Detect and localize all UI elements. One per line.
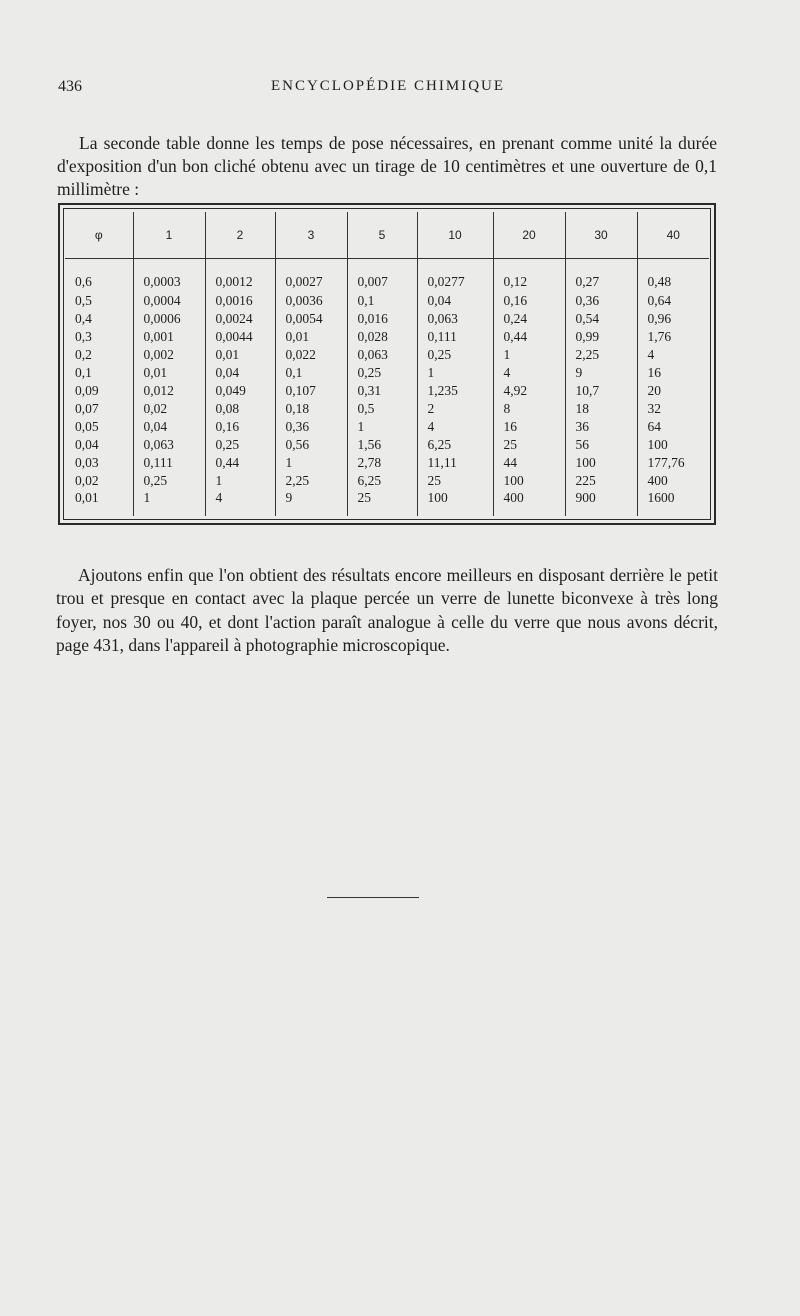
table-cell: 0,04 (205, 364, 275, 382)
table-cell: 0,1 (347, 292, 417, 310)
table-body (65, 259, 709, 517)
table-cell: 100 (565, 454, 637, 472)
table-cell: 1,56 (347, 436, 417, 454)
table-cell: 225 (565, 472, 637, 490)
table-cell: 0,0024 (205, 310, 275, 328)
column-header: 3 (275, 212, 347, 259)
table-cell: 0,18 (275, 400, 347, 418)
table-cell: 400 (647, 472, 668, 488)
column-header: 20 (493, 212, 565, 259)
table-header-row (65, 212, 709, 259)
table-cell: 400 (493, 489, 565, 516)
running-title: ENCYCLOPÉDIE CHIMIQUE (270, 78, 506, 94)
table-cell: 0,54 (565, 310, 637, 328)
table-cell: 0,44 (493, 328, 565, 346)
table-cell: 64 (647, 418, 661, 434)
table-cell: 6,25 (417, 436, 493, 454)
table-row (65, 364, 709, 382)
table-cell: 0,01 (133, 364, 205, 382)
closing-paragraph: Ajoutons enfin que l'on obtient des résultats encore meilleurs en disposant derrière le petit trou et presque en contact avec la plaque percée un verre de lunette biconvexe à très long foyer, nos 30 ou 40, et dont l'action paraît analogue à celle du verre que nous avons décrit, page 431, dans l'appareil à photographie microscopique. (56, 564, 718, 655)
table-cell: 0,01 (65, 489, 133, 516)
table-cell: 0,25 (417, 346, 493, 364)
table-cell: 4 (647, 346, 655, 362)
table-cell: 2,78 (347, 454, 417, 472)
table-cell: 900 (565, 489, 637, 516)
table-cell: 0,0006 (133, 310, 205, 328)
table-cell: 100 (493, 472, 565, 490)
table-cell: 0,111 (133, 454, 205, 472)
table-row (65, 489, 709, 516)
table-cell: 0,001 (133, 328, 205, 346)
table-cell: 1,76 (647, 328, 672, 344)
table-cell: 0,012 (133, 382, 205, 400)
table-cell: 0,25 (205, 436, 275, 454)
table-cell: 177,76 (647, 454, 685, 470)
table-cell: 0,64 (647, 292, 672, 308)
table-cell: 100 (647, 436, 668, 452)
table-cell: 0,107 (275, 382, 347, 400)
table-cell: 0,3 (65, 328, 133, 346)
table-cell: 0,56 (275, 436, 347, 454)
table-cell: 8 (493, 400, 565, 418)
table-cell: 0,007 (347, 259, 417, 292)
table-cell: 18 (565, 400, 637, 418)
table-cell: 0,99 (565, 328, 637, 346)
table-cell: 0,09 (65, 382, 133, 400)
table-cell: 1 (133, 489, 205, 516)
table-cell: 0,16 (493, 292, 565, 310)
table-row (65, 382, 709, 400)
table-cell: 100 (417, 489, 493, 516)
table-cell: 0,12 (493, 259, 565, 292)
table-cell: 0,96 (647, 310, 672, 326)
table-cell: 0,111 (417, 328, 493, 346)
table-cell: 0,5 (65, 292, 133, 310)
table-cell: 0,04 (65, 436, 133, 454)
table-cell: 11,11 (417, 454, 493, 472)
table-cell: 0,25 (133, 472, 205, 490)
column-header: 5 (347, 212, 417, 259)
table-cell: 0,01 (275, 328, 347, 346)
table-cell: 0,0003 (133, 259, 205, 292)
table-row (65, 454, 709, 472)
table-row (65, 400, 709, 418)
table-cell: 0,5 (347, 400, 417, 418)
column-header: 40 (637, 212, 709, 259)
table-cell: 0,02 (133, 400, 205, 418)
exposure-table (65, 212, 709, 516)
table-cell: 0,01 (205, 346, 275, 364)
table-cell: 0,022 (275, 346, 347, 364)
table-cell: 0,24 (493, 310, 565, 328)
table-cell: 16 (493, 418, 565, 436)
table-cell: 0,08 (205, 400, 275, 418)
table-cell: 0,0027 (275, 259, 347, 292)
table-cell: 0,25 (347, 364, 417, 382)
table-cell: 0,016 (347, 310, 417, 328)
table-cell: 0,04 (133, 418, 205, 436)
table-cell: 0,48 (647, 274, 672, 289)
table-row (65, 292, 709, 310)
table-cell: 0,27 (565, 259, 637, 292)
table-cell: 0,0012 (205, 259, 275, 292)
table-cell: 9 (565, 364, 637, 382)
table-cell: 25 (417, 472, 493, 490)
table-cell: 2,25 (275, 472, 347, 490)
table-cell: 0,31 (347, 382, 417, 400)
table-cell: 4 (493, 364, 565, 382)
table-cell: 1 (347, 418, 417, 436)
table-cell: 0,07 (65, 400, 133, 418)
table-cell: 4 (417, 418, 493, 436)
table-cell: 36 (565, 418, 637, 436)
column-header: 2 (205, 212, 275, 259)
table-cell: 1,235 (417, 382, 493, 400)
page-header (58, 78, 718, 102)
table-row (65, 310, 709, 328)
table-cell: 0,0036 (275, 292, 347, 310)
table-cell: 0,0044 (205, 328, 275, 346)
column-header: 30 (565, 212, 637, 259)
table-cell: 0,03 (65, 454, 133, 472)
table-cell: 0,063 (347, 346, 417, 364)
table-cell: 9 (275, 489, 347, 516)
table-cell: 0,2 (65, 346, 133, 364)
intro-paragraph: La seconde table donne les temps de pose nécessaires, en prenant comme unité la durée d'exposition d'un bon cliché obtenu avec un tirage de 10 centimètres et une ouverture de 0,1 millimètre : (57, 132, 717, 199)
table-cell: 0,049 (205, 382, 275, 400)
table-cell: 1 (417, 364, 493, 382)
table-cell: 1 (493, 346, 565, 364)
table-cell: 0,002 (133, 346, 205, 364)
table-row (65, 346, 709, 364)
column-header: φ (65, 212, 133, 259)
table-cell: 0,0016 (205, 292, 275, 310)
table-cell: 0,6 (65, 259, 133, 292)
table-cell: 16 (647, 364, 661, 380)
exposure-table-frame (58, 203, 716, 525)
table-cell: 1 (205, 472, 275, 490)
table-cell: 0,36 (565, 292, 637, 310)
table-row (65, 418, 709, 436)
table-cell: 0,063 (133, 436, 205, 454)
table-cell: 0,0277 (417, 259, 493, 292)
page-number: 436 (58, 78, 82, 95)
table-cell: 1600 (647, 490, 675, 506)
table-cell: 32 (647, 400, 661, 416)
table-cell: 4 (205, 489, 275, 516)
table-cell: 0,0054 (275, 310, 347, 328)
table-cell: 0,16 (205, 418, 275, 436)
table-cell: 0,063 (417, 310, 493, 328)
table-cell: 25 (493, 436, 565, 454)
table-cell: 0,1 (275, 364, 347, 382)
table-row (65, 436, 709, 454)
table-cell: 20 (647, 382, 661, 398)
table-cell: 0,44 (205, 454, 275, 472)
table-cell: 2,25 (565, 346, 637, 364)
table-cell: 1 (275, 454, 347, 472)
table-cell: 0,02 (65, 472, 133, 490)
column-header: 10 (417, 212, 493, 259)
table-cell: 0,1 (65, 364, 133, 382)
table-cell: 0,4 (65, 310, 133, 328)
table-cell: 25 (347, 489, 417, 516)
table-cell: 2 (417, 400, 493, 418)
table-cell: 56 (565, 436, 637, 454)
table-cell: 0,028 (347, 328, 417, 346)
footer-rule (327, 897, 419, 898)
table-cell: 4,92 (493, 382, 565, 400)
table-cell: 0,04 (417, 292, 493, 310)
table-cell: 0,0004 (133, 292, 205, 310)
table-row (65, 328, 709, 346)
table-row (65, 259, 709, 292)
table-cell: 0,05 (65, 418, 133, 436)
table-row (65, 472, 709, 490)
table-cell: 0,36 (275, 418, 347, 436)
column-header: 1 (133, 212, 205, 259)
table-cell: 10,7 (565, 382, 637, 400)
table-cell: 44 (493, 454, 565, 472)
table-cell: 6,25 (347, 472, 417, 490)
